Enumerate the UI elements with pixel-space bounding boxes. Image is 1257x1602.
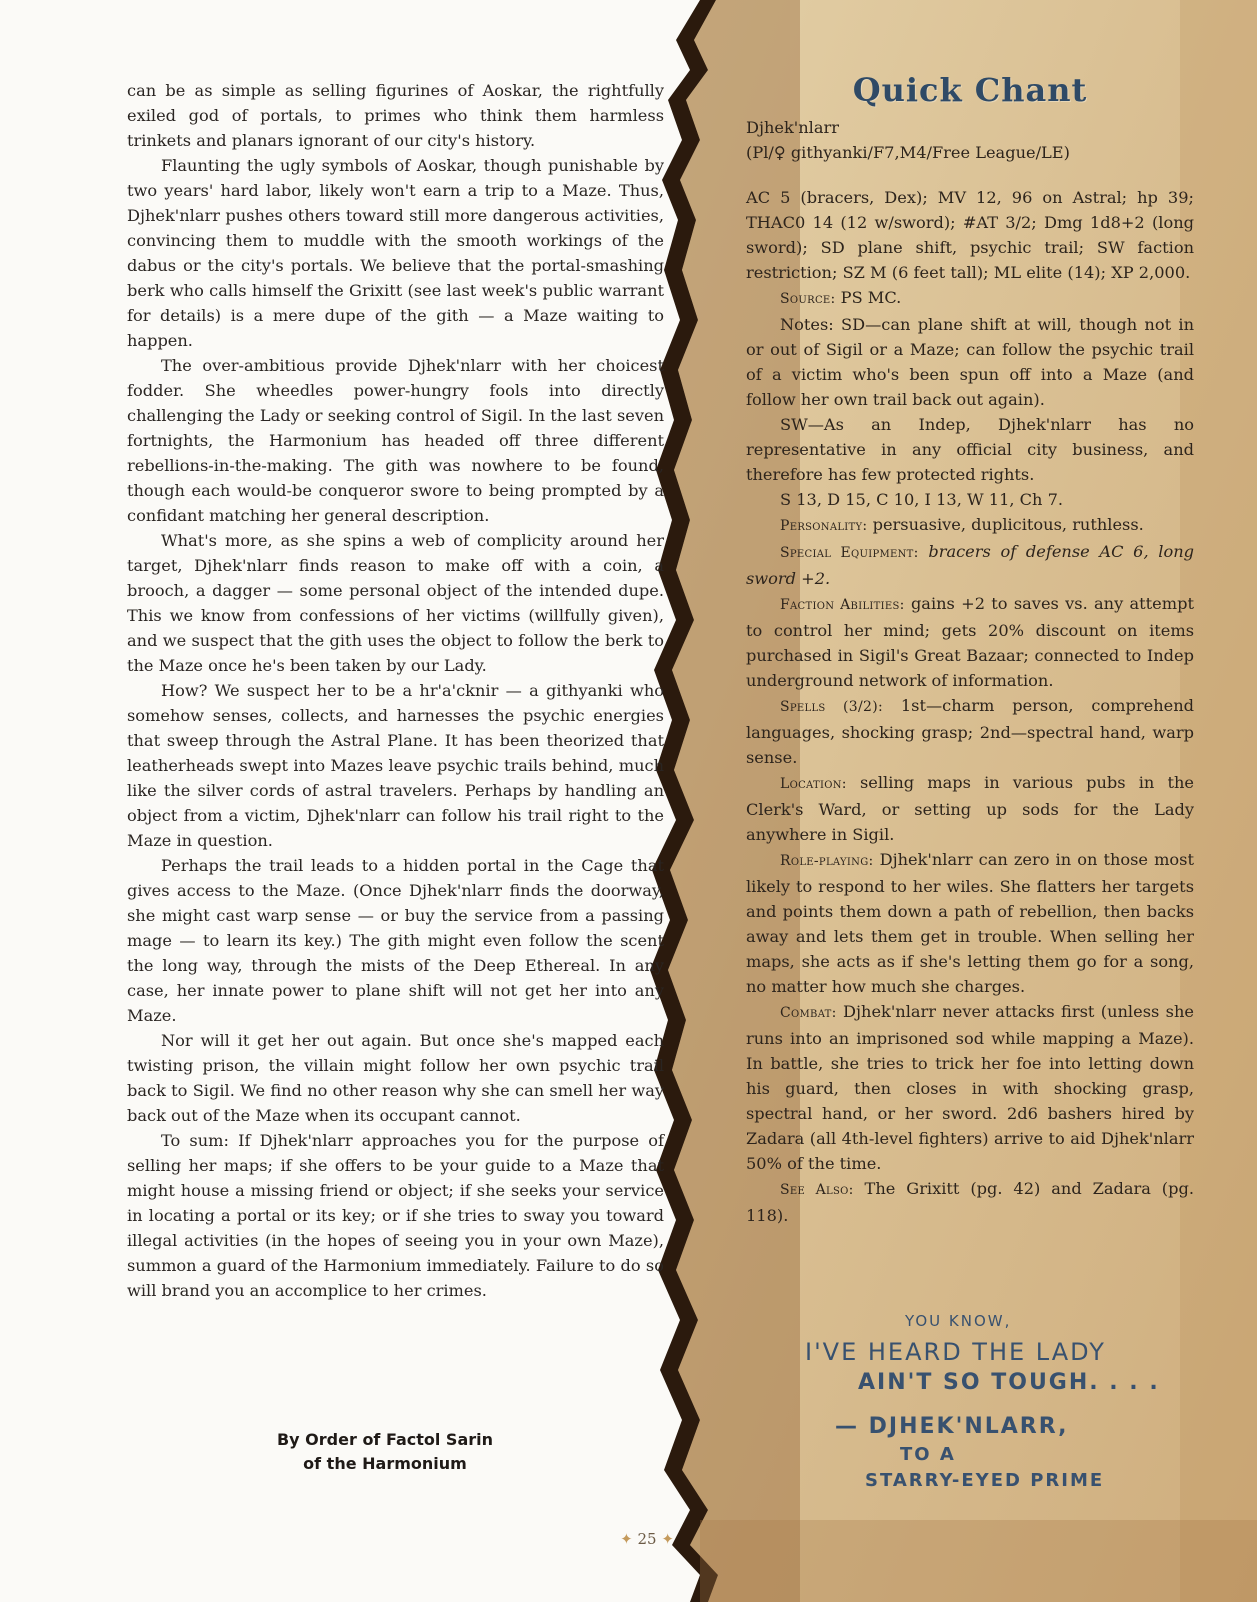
combat-entry bbox=[746, 999, 1194, 1176]
see-also-text: The Grixitt (pg. 42) and Zadara (pg. 118). bbox=[746, 1179, 1194, 1225]
page-number-text: 25 bbox=[637, 1530, 657, 1548]
npc-class-line: (Pl/♀ githyanki/F7,M4/Free League/LE) bbox=[746, 143, 1070, 162]
signature-block bbox=[255, 1428, 515, 1476]
equipment-entry bbox=[746, 539, 1194, 591]
stat-line: AC 5 (bracers, Dex); MV 12, 96 on Astral; hp 39; THAC0 14 (12 w/sword); #AT 3/2; Dmg 1d8+2 (long sword); SD plane shift, psychic trail; SW faction restriction; SZ M (6 feet tall); ML elite (14); XP 2,000. bbox=[746, 188, 1194, 282]
roleplaying-label: Role-playing: bbox=[780, 853, 874, 869]
roleplaying-entry bbox=[746, 847, 1194, 999]
quick-chant-column bbox=[746, 71, 1194, 1228]
spells-label: Spells (3/2): bbox=[780, 699, 883, 715]
quote-line: YOU KNOW, bbox=[905, 1312, 1012, 1330]
combat-text: Djhek'nlarr never attacks first (unless she runs into an imprisoned sod while mapping a Maze). In battle, she tries to trick her foe into letting down his guard, then closes in with shocking grasp, spectral hand, or her sword. 2d6 bashers hired by Zadara (all 4th-level fighters) arrive to aid Djhek'nlarr 50% of the time. bbox=[746, 1002, 1194, 1173]
paragraph: How? We suspect her to be a hr'a'cknir — a githyanki who somehow senses, collects, and harnesses the psychic energies that sweep through the Astral Plane. It has been theorized that leatherheads swept into Mazes leave psychic trails behind, much like the silver cords of astral travelers. Perhaps by handling an object from a victim, Djhek'nlarr can follow his trail right to the Maze in question. bbox=[127, 681, 664, 850]
paragraph: can be as simple as selling figurines of Aoskar, the rightfully exiled god of portals, to primes who think them harmless trinkets and planars ignorant of our city's history. bbox=[127, 81, 664, 150]
signature-line: By Order of Factol Sarin bbox=[276, 1430, 494, 1449]
page-number bbox=[612, 1530, 682, 1548]
personality-entry bbox=[746, 512, 1194, 539]
faction-text: gains +2 to saves vs. any attempt to control her mind; gets 20% discount on items purchased in Sigil's Great Bazaar; connected to Indep underground network of information. bbox=[746, 594, 1194, 690]
personality-text: persuasive, duplicitous, ruthless. bbox=[872, 515, 1144, 534]
paragraph: To sum: If Djhek'nlarr approaches you for the purpose of selling her maps; if she offers to be your guide to a Maze that might house a missing friend or object; if she seeks your service in locating a portal or its key; or if she tries to sway you toward illegal activities (in the hopes of seeing you in your own Maze), summon a guard of the Harmonium immediately. Failure to do so will brand you an accomplice to her crimes. bbox=[127, 1131, 664, 1300]
equipment-label: Special Equipment: bbox=[780, 545, 919, 561]
location-text: selling maps in various pubs in the Clerk's Ward, or setting up sods for the Lady anywhere in Sigil. bbox=[746, 773, 1194, 844]
paragraph: Perhaps the trail leads to a hidden portal in the Cage that gives access to the Maze. (Once Djhek'nlarr finds the doorway, she might cast warp sense — or buy the service from a passing mage — to learn its key.) The gith might even follow the scent the long way, through the mists of the Deep Ethereal. In any case, her innate power to plane shift will not get her into any Maze. bbox=[127, 856, 664, 1025]
combat-label: Combat: bbox=[780, 1005, 837, 1021]
quote-line: AIN'T SO TOUGH. . . . bbox=[858, 1370, 1160, 1395]
roleplaying-text: Djhek'nlarr can zero in on those most likely to respond to her wiles. She flatters her targets and points them down a path of rebellion, then backs away and lets them get in trouble. When selling her maps, she acts as if she's letting them go for a song, no matter how much she charges. bbox=[746, 850, 1194, 996]
paragraph: What's more, as she spins a web of complicity around her target, Djhek'nlarr finds reason to make off with a coin, a brooch, a dagger — some personal object of the intended dupe. This we know from confessions of her victims (willfully given), and we suspect that the gith uses the object to follow the berk to the Maze once he's been taken by our Lady. bbox=[127, 531, 664, 675]
location-entry bbox=[746, 770, 1194, 847]
source-text: PS MC. bbox=[840, 288, 902, 307]
ability-scores: S 13, D 15, C 10, I 13, W 11, Ch 7. bbox=[780, 490, 1064, 509]
quote-attribution: STARRY-EYED PRIME bbox=[865, 1470, 1105, 1491]
warrant-text-column bbox=[127, 78, 664, 1303]
location-label: Location: bbox=[780, 776, 847, 792]
spells-entry bbox=[746, 693, 1194, 770]
spells-text: 1st—charm person, comprehend languages, shocking grasp; 2nd—spectral hand, warp sense. bbox=[746, 696, 1194, 767]
npc-name: Djhek'nlarr bbox=[746, 118, 839, 137]
personality-label: Personality: bbox=[780, 518, 868, 534]
see-also-label: See Also: bbox=[780, 1182, 854, 1198]
faction-label: Faction Abilities: bbox=[780, 597, 905, 613]
diamond-icon: ✦ bbox=[620, 1530, 633, 1548]
notes-entry: Notes: SD—can plane shift at will, though not in or out of Sigil or a Maze; can follow the psychic trail of a victim who's been spun off into a Maze (and follow her own trail back out again). bbox=[746, 315, 1194, 409]
paragraph: Flaunting the ugly symbols of Aoskar, though punishable by two years' hard labor, likely won't earn a trip to a Maze. Thus, Djhek'nlarr pushes others toward still more dangerous activities, convincing them to muddle with the smooth workings of the dabus or the city's portals. We believe that the portal-smashing berk who calls himself the Grixitt (see last week's public warrant for details) is a mere dupe of the gith — a Maze waiting to happen. bbox=[127, 156, 664, 350]
paragraph: Nor will it get her out again. But once she's mapped each twisting prison, the villain might follow her own psychic trail back to Sigil. We find no other reason why she can smell her way back out of the Maze when its occupant cannot. bbox=[127, 1031, 664, 1125]
quote-attribution: TO A bbox=[900, 1444, 956, 1465]
quote-line: I'VE HEARD THE LADY bbox=[805, 1338, 1106, 1366]
sw-entry: SW—As an Indep, Djhek'nlarr has no representative in any official city business, and therefore has few protected rights. bbox=[746, 415, 1194, 484]
diamond-icon: ✦ bbox=[661, 1530, 674, 1548]
quick-chant-title: Quick Chant bbox=[852, 71, 1088, 109]
quote-attribution: — DJHEK'NLARR, bbox=[835, 1414, 1069, 1439]
source-entry bbox=[746, 285, 1194, 312]
signature-line: of the Harmonium bbox=[303, 1454, 467, 1473]
faction-entry bbox=[746, 591, 1194, 693]
see-also-entry bbox=[746, 1176, 1194, 1228]
source-label: Source: bbox=[780, 291, 836, 307]
paragraph: The over-ambitious provide Djhek'nlarr with her choicest fodder. She wheedles power-hungry fools into directly challenging the Lady or seeking control of Sigil. In the last seven fortnights, the Harmonium has headed off three different rebellions-in-the-making. The gith was nowhere to be found, though each would-be conqueror swore to being prompted by a confidant matching her general description. bbox=[127, 356, 664, 525]
equipment-text: bracers of defense AC 6, long sword +2. bbox=[746, 542, 1194, 588]
